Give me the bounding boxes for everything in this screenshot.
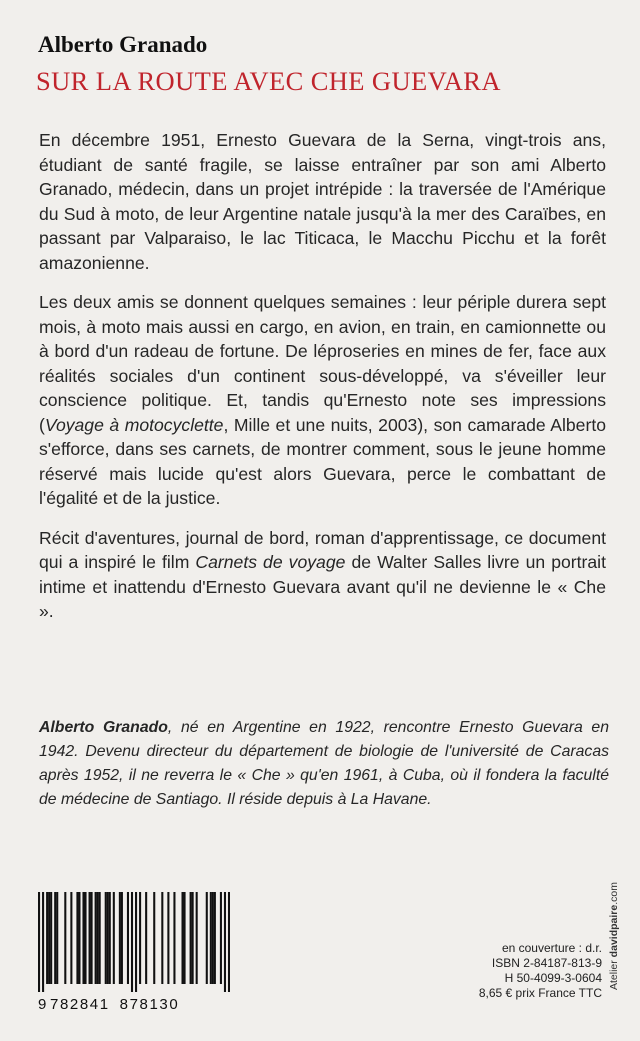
barcode-bar [139, 892, 141, 984]
blurb-text: de Walter Salles livre un portrait intime et inattendu d'Ernesto Guevara avant qu'il ne devienne le « Che ». [39, 552, 606, 621]
barcode-bar [127, 892, 129, 984]
blurb-text: Les deux amis se donnent quelques semaines : leur périple durera sept mois, à moto mais aussi en cargo, en avion, en train, en camionnette ou à bord d'un radeau de fortune. De léproseries en mines de fer, face aux réalités sociales d'un continent sous-développé, va s'éveiller leur conscience politique. Et, tandis qu'Ernesto note ses impressions ( [39, 292, 606, 435]
blurb-text: , Mille et une nuits, 2003), son camarade Alberto s'efforce, dans ses carnets, de montrer comment, sous le jeune homme réservé mais lucide qu'est alors Guevara, perce le combattant de l'égalité et de la justice. [39, 414, 606, 508]
barcode-guard-bar [131, 892, 133, 992]
barcode-bar [173, 892, 175, 984]
barcode-digits [38, 996, 238, 1013]
product-code: H 50-4099-3-0604 [504, 971, 602, 985]
author-name: Alberto Granado [38, 32, 208, 57]
barcode-bar [192, 892, 194, 984]
barcode-bar [121, 892, 123, 984]
barcode-group-1: 782841 [50, 996, 110, 1013]
barcode-bar [109, 892, 111, 984]
designer-suffix: .com [608, 882, 620, 905]
isbn: ISBN 2-84187-813-9 [491, 956, 602, 970]
bio-text: , né en Argentine en 1922, rencontre Ernesto Guevara en 1942. Devenu directeur du département de biologie de l'université de Caracas après 1952, il ne reverra le « Che » qu'en 1961, à Cuba, où il fondera la faculté de médecine de Santiago. Il réside depuis à La Havane. [39, 719, 609, 808]
barcode-bar [220, 892, 222, 984]
barcode-bar [70, 892, 72, 984]
barcode-guard-bar [38, 892, 40, 992]
barcode-bar [206, 892, 208, 984]
barcode-bar [95, 892, 97, 984]
film-reference: Carnets de voyage [195, 552, 346, 572]
book-title: SUR LA ROUTE AVEC CHE GUEVARA [36, 66, 501, 96]
barcode-guard-bar [42, 892, 44, 992]
author-bio [39, 716, 609, 812]
barcode-bar [145, 892, 147, 984]
barcode-bar [50, 892, 52, 984]
barcode-bar [210, 892, 212, 984]
blurb [39, 128, 606, 639]
barcode-group-2: 878130 [119, 996, 180, 1013]
barcode-bar [196, 892, 198, 984]
barcode-bar [181, 892, 183, 984]
barcode-bar [153, 892, 155, 984]
barcode-bar [82, 892, 84, 984]
bio-paragraph [39, 716, 609, 812]
barcode-bar [105, 892, 107, 984]
barcode-bar [107, 892, 109, 984]
barcode-bar [54, 892, 56, 984]
barcode-bar [99, 892, 101, 984]
barcode-bar [64, 892, 66, 984]
barcode-bar [113, 892, 115, 984]
publication-info [402, 941, 602, 1001]
barcode-bar [84, 892, 86, 984]
barcode-bar [89, 892, 91, 984]
barcode [38, 892, 230, 992]
barcode-bar [190, 892, 192, 984]
barcode-guard-bar [224, 892, 226, 992]
barcode-bar [78, 892, 80, 984]
price: 8,65 € prix France TTC [478, 986, 602, 1000]
barcode-bar [97, 892, 99, 984]
barcode-bar [56, 892, 58, 984]
blurb-paragraph-1: En décembre 1951, Ernesto Guevara de la Serna, vingt-trois ans, étudiant de santé fragile, se laisse entraîner par son ami Alberto Granado, médecin, dans un projet intrépide : la traversée de l'Amérique du Sud à moto, de leur Argentine natale jusqu'à la mer des Caraïbes, en passant par Valparaiso, le lac Titicaca, le Macchu Picchu et la forêt amazonienne. [39, 130, 606, 273]
blurb-text: Récit d'aventures, journal de bord, roman d'apprentissage, ce document qui a inspiré le film [39, 527, 606, 572]
barcode-bar [119, 892, 121, 984]
blurb-paragraph-2 [39, 290, 606, 511]
barcode-bar [167, 892, 169, 984]
designer-name: davidpaire [608, 904, 620, 958]
barcode-bar [91, 892, 93, 984]
designer-credit [608, 882, 620, 990]
barcode-guard-bar [228, 892, 230, 992]
blurb-paragraph-3 [39, 526, 606, 624]
cover-credit: en couverture : d.r. [501, 941, 602, 955]
barcode-bar [161, 892, 163, 984]
bio-author-name: Alberto Granado [39, 719, 168, 736]
designer-prefix: Atelier [608, 957, 620, 990]
barcode-bar [184, 892, 186, 984]
barcode-lead-digit: 9 [38, 996, 47, 1013]
barcode-bar [212, 892, 214, 984]
book-reference: Voyage à motocyclette [44, 414, 224, 435]
barcode-bar [76, 892, 78, 984]
barcode-bar [48, 892, 50, 984]
barcode-bar [46, 892, 48, 984]
barcode-bar [214, 892, 216, 984]
barcode-guard-bar [135, 892, 137, 992]
